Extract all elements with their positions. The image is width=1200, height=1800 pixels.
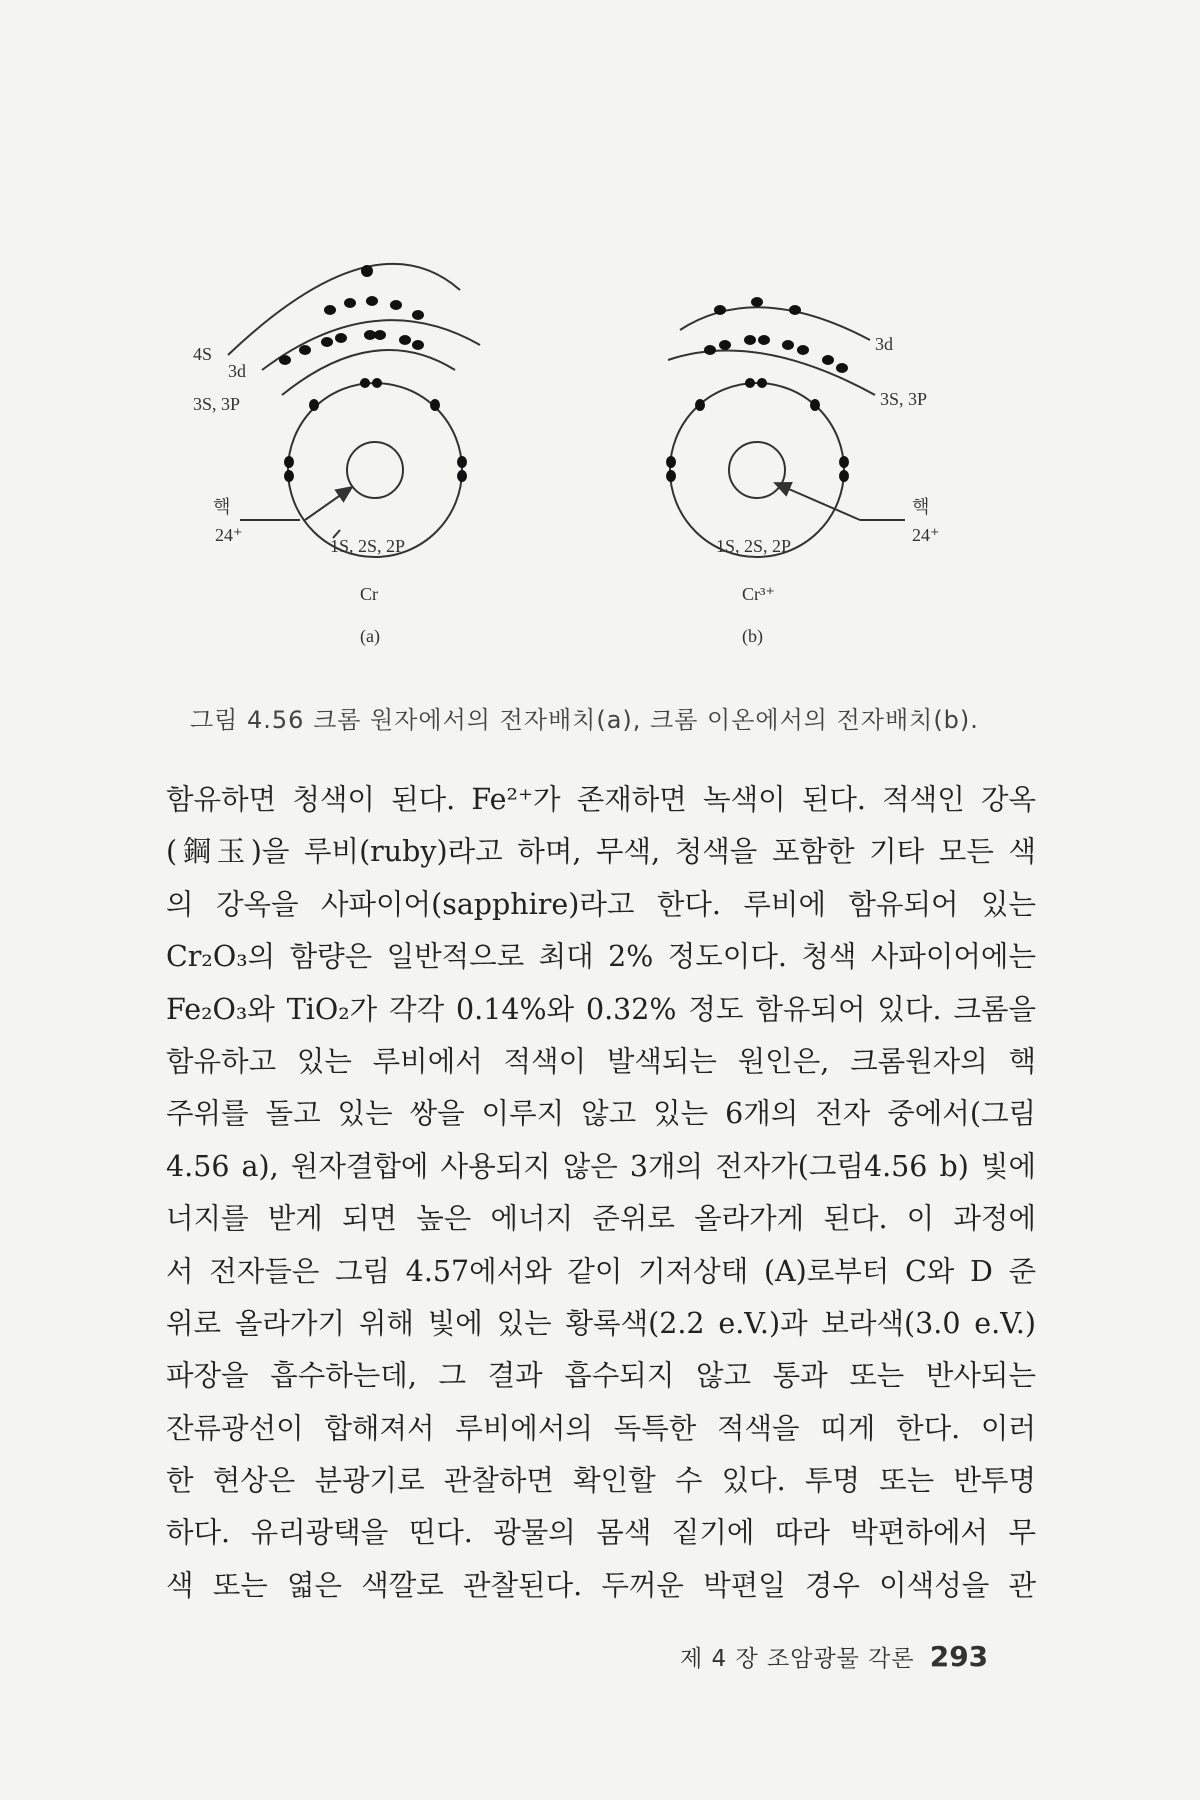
body-line: 4.56 a), 원자결합에 사용되지 않은 3개의 전자가(그림4.56 b) 빛에	[166, 1149, 1036, 1183]
electron	[412, 310, 424, 320]
panel-b-nucleus-charge: 24⁺	[912, 525, 940, 545]
electron	[324, 305, 336, 315]
body-line: 위로 올라가기 위해 빛에 있는 황록색(2.2 e.V.)과 보라색(3.0 e.V.)	[166, 1306, 1036, 1340]
electron	[360, 378, 370, 388]
panel-a-diagram	[228, 264, 480, 557]
panel-a-nucleus	[347, 442, 403, 498]
body-line: Cr₂O₃의 함량은 일반적으로 최대 2% 정도이다. 청색 사파이어에는	[166, 940, 1036, 974]
panel-a-inner-shells-label: 1S, 2S, 2P	[330, 536, 406, 556]
electron	[399, 335, 411, 345]
electron	[299, 345, 311, 355]
body-line: 너지를 받게 되면 높은 에너지 준위로 올라가게 된다. 이 과정에	[166, 1202, 1036, 1236]
body-line: 하다. 유리광택을 띤다. 광물의 몸색 짙기에 따라 박편하에서 무	[166, 1516, 1036, 1550]
electron	[704, 345, 716, 355]
body-line: 잔류광선이 합해져서 루비에서의 독특한 적색을 띠게 한다. 이러	[166, 1411, 1036, 1445]
panel-a-4s-label: 4S	[193, 344, 213, 364]
electron	[279, 355, 291, 365]
panel-a-3d-label: 3d	[228, 361, 246, 381]
electron	[321, 337, 333, 347]
body-line: (鋼玉)을 루비(ruby)라고 하며, 무색, 청색을 포함한 기타 모든 색	[166, 835, 1036, 869]
panel-b-inner-shells-label: 1S, 2S, 2P	[716, 536, 792, 556]
electron	[666, 470, 676, 482]
panel-a-nucleus-arrow	[305, 487, 352, 520]
panel-a-nucleus-label: 핵	[213, 497, 231, 517]
panel-b-nucleus-arrow	[775, 483, 860, 520]
electron	[782, 340, 794, 350]
body-line: 주위를 돌고 있는 쌍을 이루지 않고 있는 6개의 전자 중에서(그림	[166, 1097, 1036, 1131]
electron	[797, 345, 809, 355]
body-line: 서 전자들은 그림 4.57에서와 같이 기저상태 (A)로부터 C와 D 준	[166, 1254, 1036, 1288]
electron	[744, 335, 756, 345]
electron	[714, 305, 726, 315]
figure-caption: 그림 4.56 크롬 원자에서의 전자배치(a), 크롬 이온에서의 전자배치(b).	[190, 706, 979, 734]
electron	[839, 470, 849, 482]
panel-a-element-label: Cr	[360, 584, 378, 604]
electron	[361, 265, 373, 277]
panel-b-3d-arc	[680, 307, 870, 340]
electron	[284, 456, 294, 468]
panel-b-element-label: Cr³⁺	[742, 584, 775, 604]
panel-b-3s3p-label: 3S, 3P	[880, 389, 928, 409]
panel-b-nucleus	[729, 442, 785, 498]
electron	[839, 456, 849, 468]
panel-a-electrons	[279, 265, 467, 482]
electron	[430, 399, 440, 411]
panel-a-panel-label: (a)	[360, 626, 380, 646]
panel-a-nucleus-charge: 24⁺	[215, 525, 243, 545]
electron	[695, 399, 705, 411]
electron	[374, 330, 386, 340]
body-text	[166, 774, 1036, 1612]
body-line: 의 강옥을 사파이어(sapphire)라고 한다. 루비에 함유되어 있는	[166, 887, 1036, 921]
page-number: 293	[929, 1640, 989, 1673]
electron	[757, 378, 767, 388]
electron	[366, 296, 378, 306]
electron	[457, 470, 467, 482]
panel-b-nucleus-label: 핵	[912, 497, 930, 517]
electron	[412, 340, 424, 350]
electron	[836, 363, 848, 373]
panel-b-3d-label: 3d	[875, 334, 893, 354]
electron-configuration-figure	[0, 0, 1200, 670]
chapter-title: 제 4 장 조암광물 각론	[680, 1646, 915, 1672]
panel-b-electrons	[666, 297, 849, 482]
electron	[822, 355, 834, 365]
panel-b-panel-label: (b)	[742, 626, 763, 646]
body-line: 함유하고 있는 루비에서 적색이 발색되는 원인은, 크롬원자의 핵	[166, 1044, 1036, 1078]
panel-a-3s3p-label: 3S, 3P	[193, 394, 241, 414]
electron	[309, 399, 319, 411]
electron	[344, 298, 356, 308]
electron	[719, 340, 731, 350]
electron	[789, 305, 801, 315]
electron	[372, 378, 382, 388]
electron	[284, 470, 294, 482]
body-line: Fe₂O₃와 TiO₂가 각각 0.14%와 0.32% 정도 함유되어 있다. 크롬을	[166, 992, 1036, 1026]
body-line: 함유하면 청색이 된다. Fe²⁺가 존재하면 녹색이 된다. 적색인 강옥	[166, 783, 1036, 816]
page-footer	[680, 1640, 1000, 1673]
electron	[751, 297, 763, 307]
electron	[390, 300, 402, 310]
panel-b-3s3p-arc	[668, 351, 875, 395]
electron	[810, 399, 820, 411]
panel-a-3s3p-arc	[282, 350, 455, 395]
electron	[745, 378, 755, 388]
body-line: 한 현상은 분광기로 관찰하면 확인할 수 있다. 투명 또는 반투명	[166, 1464, 1036, 1498]
electron	[457, 456, 467, 468]
electron	[666, 456, 676, 468]
body-line: 파장을 흡수하는데, 그 결과 흡수되지 않고 통과 또는 반사되는	[166, 1359, 1036, 1393]
panel-a-3d-arc	[262, 320, 480, 370]
body-line: 색 또는 엷은 색깔로 관찰된다. 두꺼운 박편일 경우 이색성을 관	[166, 1568, 1036, 1602]
electron	[335, 333, 347, 343]
electron	[758, 335, 770, 345]
